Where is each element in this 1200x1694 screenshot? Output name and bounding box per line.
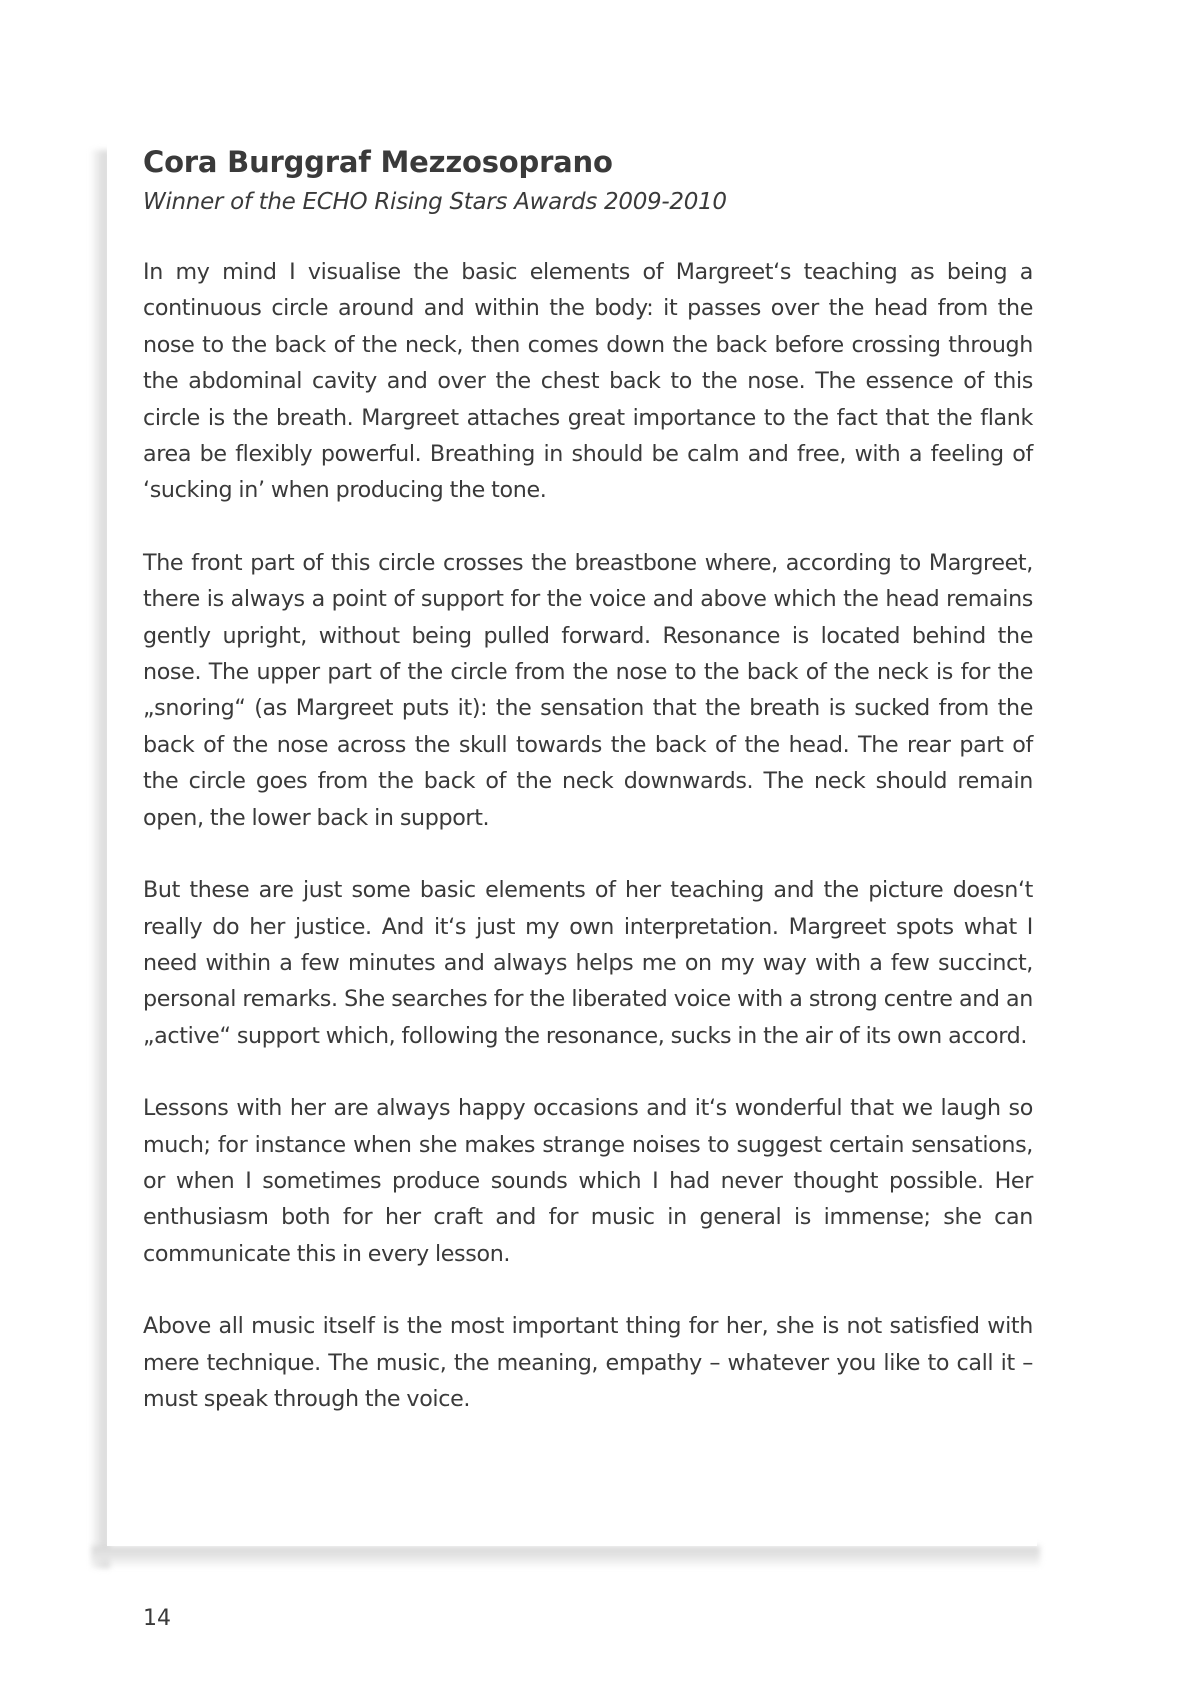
paragraph-4: Lessons with her are always happy occasions and it‘s wonderful that we laugh so much; for instance when she makes strange noises to suggest certain sensations, or when I sometimes produce sounds which I had never thought possible. Her enthusiasm both for her craft and for music in general is immense; she can communicate this in every lesson. — [143, 1095, 1033, 1267]
paragraph-1: In my mind I visualise the basic elements of Margreet‘s teaching as being a continuous circle around and within the body: it passes over the head from the nose to the back of the neck, then comes down the back before crossing through the abdominal cavity and over the chest back to the nose. The essence of this circle is the breath. Margreet attaches great importance to the fact that the flank area be flexibly powerful. Breathing in should be calm and free, with a feeling of ‘sucking in’ when producing the tone. — [143, 259, 1033, 504]
article — [143, 140, 1033, 1453]
article-title: Cora Burggraf Mezzosoprano — [143, 145, 613, 179]
panel-shadow-bottom — [92, 1546, 1040, 1568]
page-number: 14 — [143, 1606, 171, 1631]
paragraph-5: Above all music itself is the most important thing for her, she is not satisfied with mere technique. The music, the meaning, empathy – whatever you like to call it – must speak through the voice. — [143, 1313, 1033, 1412]
paragraph-2: The front part of this circle crosses the breastbone where, according to Margreet, there is always a point of support for the voice and above which the head remains gently upright, without being pulled forward. Resonance is located behind the nose. The upper part of the circle from the nose to the back of the neck is for the „snoring“ (as Margreet puts it): the sensation that the breath is sucked from the back of the nose across the skull towards the back of the head. The rear part of the circle goes from the back of the neck downwards. The neck should remain open, the lower back in support. — [143, 549, 1033, 831]
paragraph-3: But these are just some basic elements of her teaching and the picture doesn‘t really do her justice. And it‘s just my own interpretation. Margreet spots what I need within a few minutes and always helps me on my way with a few succinct, personal remarks. She searches for the liberated voice with a strong centre and an „active“ support which, following the resonance, sucks in the air of its own accord. — [143, 877, 1033, 1049]
article-subtitle: Winner of the ECHO Rising Stars Awards 2009-2010 — [143, 189, 727, 215]
